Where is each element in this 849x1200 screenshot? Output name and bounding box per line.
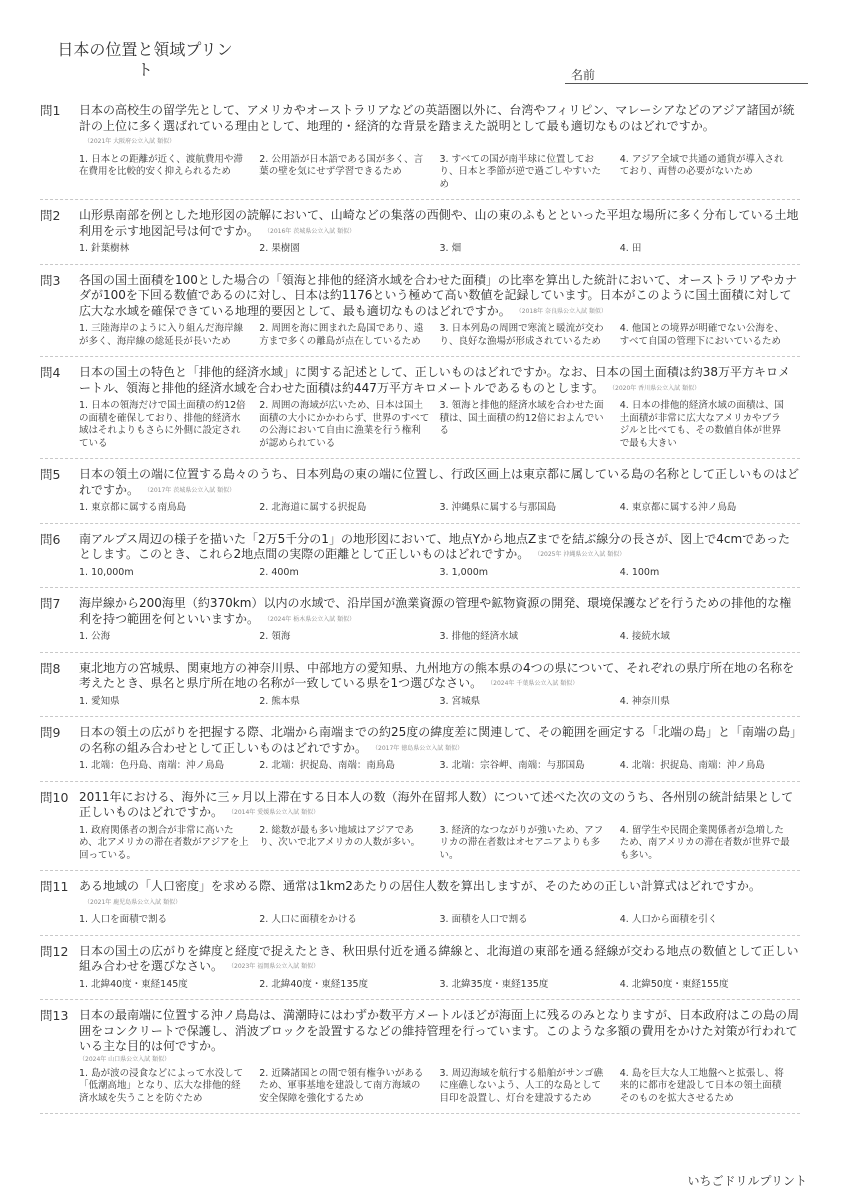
choice-1[interactable]: 1. 日本との距離が近く、渡航費用や滞在費用を比較的安く抑えられるため: [79, 153, 243, 177]
choice-list: [79, 154, 800, 192]
choice-2[interactable]: 2. 熊本県: [259, 695, 300, 707]
question-8: [40, 661, 800, 718]
question-source: （2024年 千葉県公立入試 類似）: [490, 680, 579, 687]
question-list: [40, 103, 800, 1122]
question-10: [40, 790, 800, 872]
choice-2[interactable]: 2. 公用語が日本語である国が多く、言葉の壁を気にせず学習できるため: [259, 153, 424, 177]
question-text: 日本の国土の特色と「排他的経済水域」に関する記述として、正しいものはどれですか。なお、日本の国土面積は約38万平方キロメートル、領海と排他的経済水域を合わせた面積は約447万平方キロメートルであるものとします。 （2020年 香川県公立入試 類似）: [79, 365, 791, 395]
choice-4[interactable]: 4. 神奈川県: [619, 695, 670, 707]
question-9: [40, 725, 800, 782]
choice-2[interactable]: 2. 果樹園: [259, 243, 300, 254]
question-5: [40, 467, 800, 524]
question-12: [40, 944, 800, 1001]
question-text: ある地域の「人口密度」を求める際、通常は1km2あたりの居住人数を算出しますが、そのための正しい計算式はどれですか。（2021年 鹿児島県公立入試 類似）: [79, 879, 761, 906]
choice-3[interactable]: 3. 北端：宗谷岬、南端：与那国島: [439, 760, 585, 771]
question-source: （2025年 沖縄県公立入試 類似）: [537, 551, 626, 558]
choice-1[interactable]: 1. 針葉樹林: [79, 243, 130, 254]
choice-list: [79, 825, 800, 863]
choice-list: [79, 631, 800, 644]
footer-brand: いちごドリルプリント: [687, 1174, 807, 1188]
choice-1[interactable]: 1. 愛知県: [79, 695, 120, 707]
choice-4[interactable]: 4. アジア全域で共通の通貨が導入されており、両替の必要がないため: [619, 153, 784, 177]
question-source: （2021年 鹿児島県公立入試 類似）: [87, 898, 182, 906]
question-number: 問1: [40, 103, 61, 118]
question-source: （2024年 山口県公立入試 類似）: [79, 1055, 171, 1063]
choice-3[interactable]: 3. 沖縄県に属する与那国島: [439, 502, 557, 513]
choice-list: [79, 243, 800, 256]
choice-2[interactable]: 2. 近隣諸国との間で領有権争いがあるため、軍事基地を建設して南方海域の安全保障を強化するため: [259, 1067, 424, 1104]
choice-2[interactable]: 2. 領海: [259, 631, 291, 642]
choice-3[interactable]: 3. 北緯35度・東経135度: [439, 978, 549, 990]
question-6: [40, 532, 800, 589]
question-number: 問10: [40, 789, 69, 805]
choice-4[interactable]: 4. 北緯50度・東経155度: [619, 978, 729, 990]
choice-4[interactable]: 4. 接続水域: [619, 631, 670, 642]
page-title: 日本の位置と領域プリント: [57, 40, 233, 79]
question-number: 問12: [40, 943, 69, 959]
question-source: （2017年 茨城県公立入試 類似）: [147, 486, 236, 494]
choice-1[interactable]: 1. 北端：色丹島、南端：沖ノ鳥島: [79, 760, 225, 771]
choice-list: [79, 502, 800, 515]
question-2: [40, 208, 800, 265]
choice-4[interactable]: 4. 人口から面積を引く: [619, 914, 718, 925]
question-number: 問9: [40, 725, 61, 740]
choice-list: [79, 567, 800, 580]
choice-1[interactable]: 1. 三陸海岸のように入り組んだ海岸線が多く、海岸線の総延長が長いため: [79, 323, 244, 347]
choice-3[interactable]: 3. 排他的経済水域: [439, 631, 519, 642]
question-number: 問13: [40, 1008, 69, 1023]
choice-2[interactable]: 2. 北端：択捉島、南端：南鳥島: [259, 760, 395, 771]
question-7: [40, 596, 800, 653]
choice-4[interactable]: 4. 日本の排他的経済水域の面積は、国土面積が非常に広大なアメリカやブラジルと比べても、その数値自体が世界で最も大きい: [619, 400, 784, 449]
choice-4[interactable]: 4. 北端：択捉島、南端：沖ノ鳥島: [619, 760, 765, 771]
question-text: 2011年における、海外に三ヶ月以上滞在する日本人の数（海外在留邦人数）について述べた次の文のうち、各州別の統計結果として正しいものはどれですか。 （2014年 愛媛県公立入試 類似）: [79, 789, 794, 819]
choice-1[interactable]: 1. 人口を面積で割る: [79, 914, 168, 925]
question-text: 南アルプス周辺の様子を描いた「2万5千分の1」の地形図において、地点Yから地点Zまでを結ぶ線分の長さが、図上で4cmであったとします。このとき、これら2地点間の実際の距離として正しいものはどれですか。 （2025年 沖縄県公立入試 類似）: [79, 531, 791, 561]
question-text: 日本の高校生の留学先として、アメリカやオーストラリアなどの英語圏以外に、台湾やフィリピン、マレーシアなどのアジア諸国が統計の上位に多く選ばれている理由として、地理的・経済的な背景を踏まえた説明として最も適切なものはどれですか。（2021年 大阪府公立入試 類似）: [79, 103, 795, 145]
question-1: [40, 103, 800, 200]
choice-1[interactable]: 1. 東京都に属する南鳥島: [79, 502, 187, 513]
choice-3[interactable]: 3. 経済的なつながりが強いため、アフリカの滞在者数はオセアニアよりも多い。: [439, 824, 604, 861]
name-label: 名前: [571, 68, 596, 82]
question-text: 東北地方の宮城県、関東地方の神奈川県、中部地方の愛知県、九州地方の熊本県の4つの県について、それぞれの県庁所在地の名称を考えたとき、県名と県庁所在地の名称が一致している県を1つ選びなさい。 （2024年 千葉県公立入試 類似）: [79, 660, 795, 690]
question-source: （2024年 栃木県公立入試 類似）: [267, 615, 356, 623]
question-source: （2021年 大阪府公立入試 類似）: [87, 138, 176, 145]
question-13: [40, 1008, 800, 1114]
question-number: 問5: [40, 467, 61, 482]
choice-2[interactable]: 2. 400m: [259, 566, 299, 578]
choice-list: [79, 914, 800, 927]
choice-4[interactable]: 4. 東京都に属する沖ノ鳥島: [619, 502, 737, 513]
question-number: 問7: [40, 596, 61, 611]
choice-3[interactable]: 3. 1,000m: [439, 566, 489, 578]
question-number: 問3: [40, 272, 61, 288]
choice-list: [79, 1068, 800, 1106]
choice-1[interactable]: 1. 政府関係者の割合が非常に高いため、北アメリカの滞在者数がアジアを上回っている。: [79, 824, 249, 861]
question-number: 問2: [40, 208, 61, 223]
choice-list: [79, 760, 800, 773]
choice-3[interactable]: 3. 日本列島の周囲で寒流と暖流が交わり、良好な漁場が形成されているため: [439, 323, 604, 347]
question-text: 海岸線から200海里（約370km）以内の水域で、沿岸国が漁業資源の管理や鉱物資源の開発、環境保護などを行うための排他的な権利を持つ範囲を何といいますか。 （2024年 栃木県公立入試 類似）: [79, 596, 792, 626]
question-source: （2014年 愛媛県公立入試 類似）: [231, 809, 320, 816]
choice-3[interactable]: 3. 領海と排他的経済水域を合わせた面積は、国土面積の約12倍におよんでいる: [439, 400, 604, 436]
choice-1[interactable]: 1. 公海: [79, 631, 111, 642]
question-4: [40, 365, 800, 459]
choice-2[interactable]: 2. 北緯40度・東経135度: [259, 978, 369, 990]
question-text: 日本の領土の広がりを把握する際、北端から南端までの約25度の緯度差に関連して、その範囲を画定する「北端の島」と「南端の島」の名称の組み合わせとして正しいものはどれですか。 （2017年 徳島県公立入試 類似）: [79, 725, 797, 755]
question-source: （2017年 徳島県公立入試 類似）: [375, 744, 464, 752]
choice-2[interactable]: 2. 人口に面積をかける: [259, 914, 357, 925]
question-text: 日本の領土の端に位置する島々のうち、日本列島の東の端に位置し、行政区画上は東京都に属している島の名称として正しいものはどれですか。 （2017年 茨城県公立入試 類似）: [79, 467, 800, 497]
choice-3[interactable]: 3. すべての国が南半球に位置しており、日本と季節が逆で過ごしやすいため: [439, 153, 602, 190]
question-11: [40, 879, 800, 936]
question-text: 各国の国土面積を100とした場合の「領海と排他的経済水域を合わせた面積」の比率を算出した統計において、オーストラリアやカナダが100を下回る数値であるのに対し、日本は約1176という極めて高い数値を記録しています。日本がこのように国土面積に対して広大な水域を確保できている地理的要因として、最も適切なものはどれですか。 （2018年 奈良県公立入試 類似）: [79, 272, 798, 318]
choice-1[interactable]: 1. 島が波の浸食などによって水没して「低潮高地」となり、広大な排他的経済水域を失うことを防ぐため: [79, 1067, 244, 1104]
question-number: 問4: [40, 365, 61, 380]
question-source: （2020年 香川県公立入試 類似）: [612, 384, 701, 392]
choice-2[interactable]: 2. 周囲の海域が広いため、日本は国土面積の大小にかかわらず、世界のすべての公海において自由に漁業を行う権利が認められている: [259, 400, 430, 449]
choice-2[interactable]: 2. 周囲を海に囲まれた島国であり、遠方まで多くの離島が点在しているため: [259, 323, 424, 347]
question-source: （2016年 茨城県公立入試 類似）: [267, 227, 356, 235]
choice-list: [79, 979, 800, 992]
question-text: 山形県南部を例とした地形図の読解において、山崎などの集落の西側や、山の東のふもとといった平坦な場所に多く分布している土地利用を示す地図記号は何ですか。 （2016年 茨城県公立入試 類似）: [79, 208, 799, 238]
question-text: 日本の国土の広がりを緯度と経度で捉えたとき、秋田県付近を通る緯線と、北海道の東部を通る経線が交わる地点の数値として正しい組み合わせを選びなさい。 （2023年 福岡県公立入試 類似）: [79, 943, 799, 973]
choice-1[interactable]: 1. 日本の領海だけで国土面積の約12倍の面積を確保しており、排他的経済水域はそれよりもさらに外側に設定されている: [79, 400, 246, 449]
choice-3[interactable]: 3. 宮城県: [439, 695, 481, 707]
choice-4[interactable]: 4. 留学生や民間企業関係者が急増したため、南アメリカの滞在者数が世界で最も多い。: [619, 824, 790, 861]
choice-1[interactable]: 1. 北緯40度・東経145度: [79, 978, 188, 990]
question-number: 問6: [40, 531, 61, 547]
name-line: [565, 83, 808, 84]
question-3: [40, 273, 800, 358]
choice-list: [79, 323, 800, 348]
question-text: 日本の最南端に位置する沖ノ鳥島は、満潮時にはわずか数平方メートルほどが海面上に残るのみとなりますが、日本政府はこの島の周囲をコンクリートで保護し、消波ブロックを設置するなどの維持管理を行っています。このような多額の費用をかけた対策が行われている主な目的は何ですか。 （2024年 山口県公立入試 類似）: [79, 1008, 800, 1063]
choice-3[interactable]: 3. 畑: [439, 243, 462, 254]
choice-4[interactable]: 4. 他国との境界が明確でない公海を、すべて自国の管理下においているため: [619, 323, 784, 347]
question-source: （2023年 福岡県公立入試 類似）: [231, 963, 320, 970]
question-source: （2018年 奈良県公立入試 類似）: [518, 307, 607, 315]
choice-1[interactable]: 1. 10,000m: [79, 566, 134, 578]
choice-list: [79, 696, 800, 709]
question-number: 問8: [40, 660, 61, 676]
choice-4[interactable]: 4. 田: [619, 243, 642, 254]
choice-3[interactable]: 3. 面積を人口で割る: [439, 914, 528, 925]
choice-2[interactable]: 2. 総数が最も多い地域はアジアであり、次いで北アメリカの人数が多い。: [259, 824, 421, 848]
choice-4[interactable]: 4. 100m: [619, 566, 660, 578]
choice-3[interactable]: 3. 周辺海域を航行する船舶がサンゴ礁に座礁しないよう、人工的な島として目印を設置し、灯台を建設するため: [439, 1067, 604, 1104]
question-number: 問11: [40, 879, 69, 894]
choice-4[interactable]: 4. 島を巨大な人工地盤へと拡張し、将来的に都市を建設して日本の領土面積そのものを拡大させるため: [619, 1067, 784, 1104]
choice-list: [79, 400, 800, 450]
choice-2[interactable]: 2. 北海道に属する択捉島: [259, 502, 367, 513]
